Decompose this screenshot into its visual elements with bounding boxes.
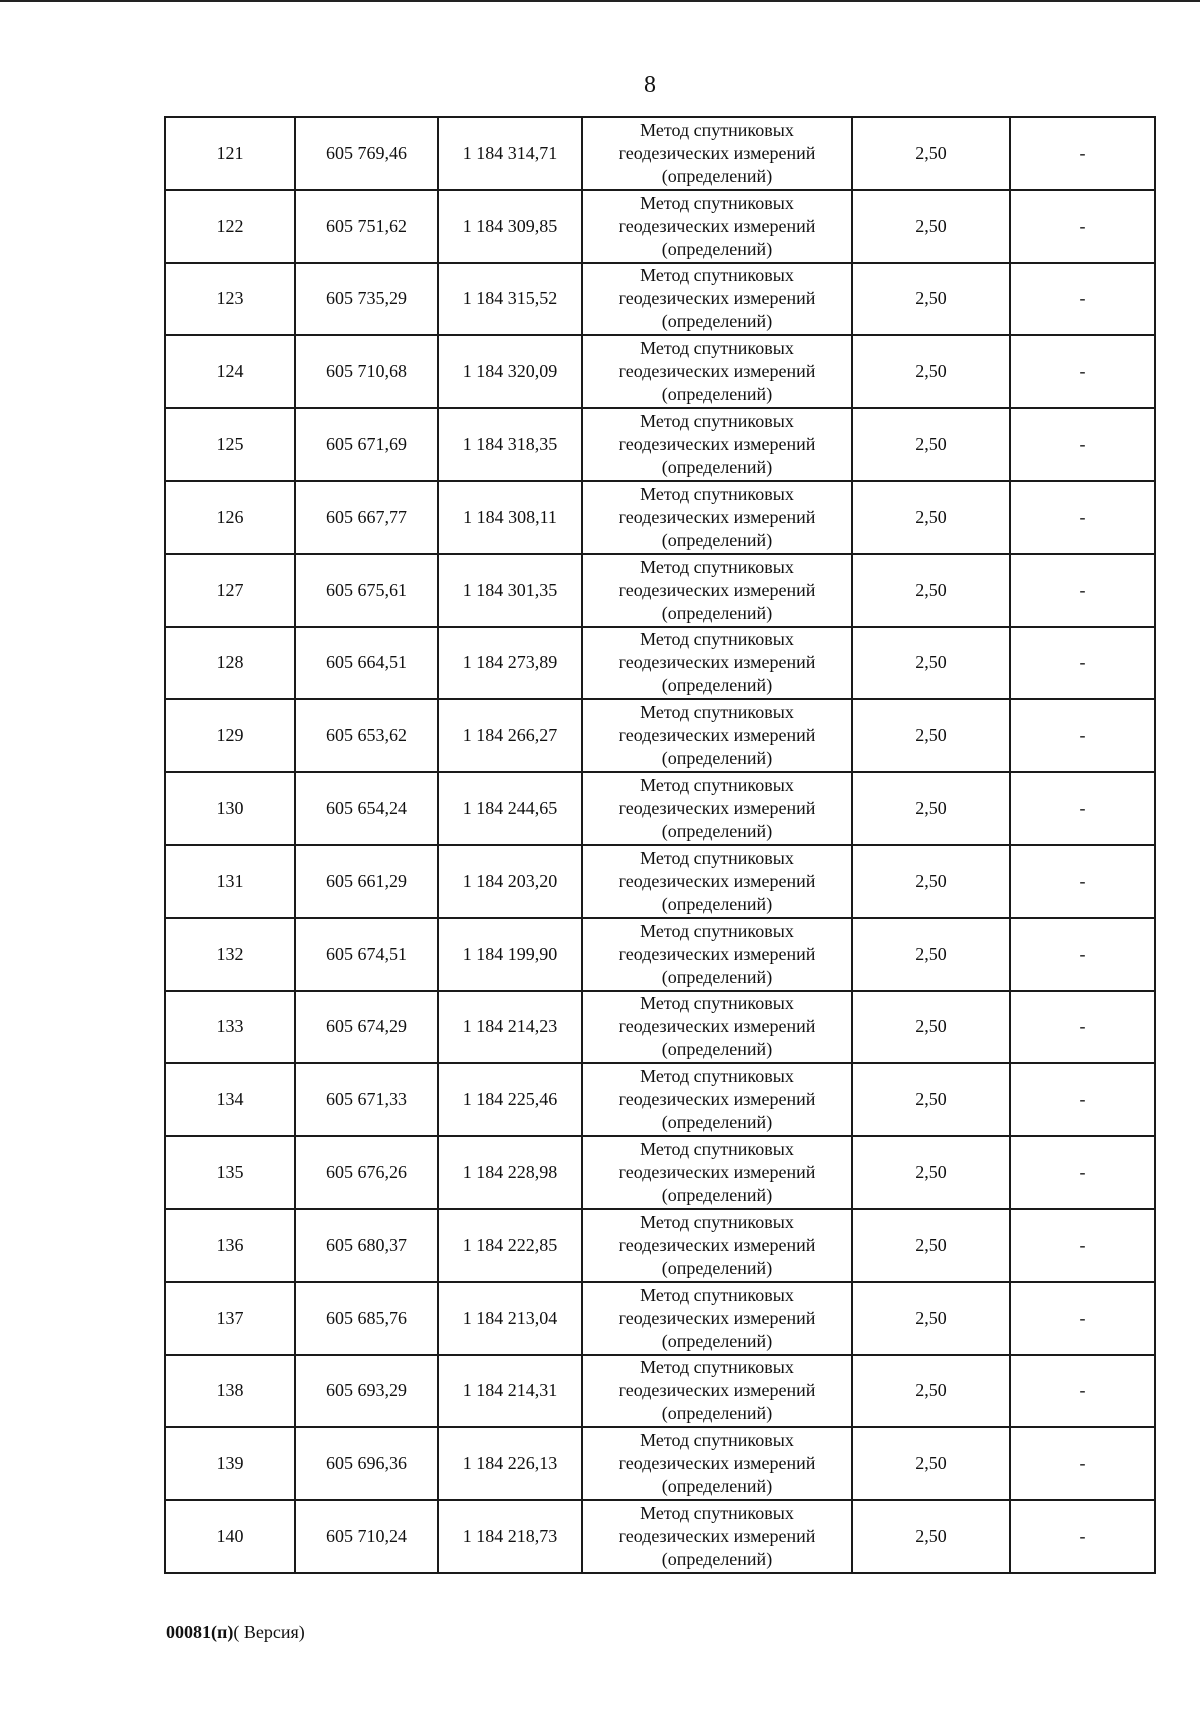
y-coordinate-cell: 1 184 315,52 <box>438 263 582 336</box>
note-cell: - <box>1010 335 1155 408</box>
method-cell <box>582 1063 852 1136</box>
method-cell <box>582 1427 852 1500</box>
table-row <box>165 991 1155 1064</box>
footer-note <box>166 1622 305 1643</box>
method-line: геодезических измерений <box>618 434 816 455</box>
coordinates-table <box>164 116 1156 1574</box>
method-line: геодезических измерений <box>618 1162 816 1183</box>
method-line: Метод спутниковых <box>640 1503 794 1524</box>
accuracy-cell: 2,50 <box>852 1355 1010 1428</box>
x-coordinate-cell: 605 710,68 <box>295 335 438 408</box>
accuracy-cell: 2,50 <box>852 335 1010 408</box>
method-line: (определений) <box>661 529 773 550</box>
note-cell: - <box>1010 554 1155 627</box>
x-coordinate-cell: 605 685,76 <box>295 1282 438 1355</box>
method-line: (определений) <box>661 1549 773 1570</box>
y-coordinate-cell: 1 184 214,31 <box>438 1355 582 1428</box>
x-coordinate-cell: 605 710,24 <box>295 1500 438 1573</box>
method-line: Метод спутниковых <box>640 993 794 1014</box>
accuracy-cell: 2,50 <box>852 627 1010 700</box>
method-line: (определений) <box>661 238 773 259</box>
method-line: геодезических измерений <box>618 1380 816 1401</box>
y-coordinate-cell: 1 184 301,35 <box>438 554 582 627</box>
point-number-cell: 128 <box>165 627 295 700</box>
accuracy-cell: 2,50 <box>852 918 1010 991</box>
table-row <box>165 1427 1155 1500</box>
point-number-cell: 133 <box>165 991 295 1064</box>
y-coordinate-cell: 1 184 314,71 <box>438 117 582 190</box>
x-coordinate-cell: 605 671,33 <box>295 1063 438 1136</box>
footer-code: 00081(п) <box>166 1622 234 1642</box>
note-cell: - <box>1010 699 1155 772</box>
method-line: Метод спутниковых <box>640 265 794 286</box>
top-rule <box>0 0 1200 2</box>
method-cell <box>582 1282 852 1355</box>
note-cell: - <box>1010 991 1155 1064</box>
method-cell <box>582 772 852 845</box>
y-coordinate-cell: 1 184 320,09 <box>438 335 582 408</box>
method-line: геодезических измерений <box>618 1526 816 1547</box>
y-coordinate-cell: 1 184 266,27 <box>438 699 582 772</box>
point-number-cell: 139 <box>165 1427 295 1500</box>
accuracy-cell: 2,50 <box>852 991 1010 1064</box>
method-line: геодезических измерений <box>618 1089 816 1110</box>
method-cell <box>582 117 852 190</box>
x-coordinate-cell: 605 671,69 <box>295 408 438 481</box>
method-line: Метод спутниковых <box>640 192 794 213</box>
method-line: Метод спутниковых <box>640 1357 794 1378</box>
table-row <box>165 481 1155 554</box>
y-coordinate-cell: 1 184 213,04 <box>438 1282 582 1355</box>
y-coordinate-cell: 1 184 222,85 <box>438 1209 582 1282</box>
accuracy-cell: 2,50 <box>852 699 1010 772</box>
method-line: (определений) <box>661 457 773 478</box>
accuracy-cell: 2,50 <box>852 263 1010 336</box>
point-number-cell: 137 <box>165 1282 295 1355</box>
x-coordinate-cell: 605 769,46 <box>295 117 438 190</box>
x-coordinate-cell: 605 653,62 <box>295 699 438 772</box>
x-coordinate-cell: 605 675,61 <box>295 554 438 627</box>
y-coordinate-cell: 1 184 199,90 <box>438 918 582 991</box>
method-line: геодезических измерений <box>618 652 816 673</box>
method-cell <box>582 190 852 263</box>
method-line: геодезических измерений <box>618 1453 816 1474</box>
method-line: Метод спутниковых <box>640 1211 794 1232</box>
method-line: Метод спутниковых <box>640 775 794 796</box>
method-line: (определений) <box>661 384 773 405</box>
table-row <box>165 1063 1155 1136</box>
method-line: (определений) <box>661 966 773 987</box>
note-cell: - <box>1010 1282 1155 1355</box>
table-row <box>165 554 1155 627</box>
x-coordinate-cell: 605 693,29 <box>295 1355 438 1428</box>
method-line: (определений) <box>661 1330 773 1351</box>
method-line: геодезических измерений <box>618 1307 816 1328</box>
accuracy-cell: 2,50 <box>852 1282 1010 1355</box>
point-number-cell: 123 <box>165 263 295 336</box>
method-line: (определений) <box>661 748 773 769</box>
point-number-cell: 124 <box>165 335 295 408</box>
note-cell: - <box>1010 408 1155 481</box>
note-cell: - <box>1010 1136 1155 1209</box>
method-cell <box>582 699 852 772</box>
method-line: Метод спутниковых <box>640 483 794 504</box>
point-number-cell: 125 <box>165 408 295 481</box>
method-line: геодезических измерений <box>618 288 816 309</box>
x-coordinate-cell: 605 667,77 <box>295 481 438 554</box>
note-cell: - <box>1010 1209 1155 1282</box>
method-line: (определений) <box>661 821 773 842</box>
method-line: Метод спутниковых <box>640 847 794 868</box>
accuracy-cell: 2,50 <box>852 117 1010 190</box>
y-coordinate-cell: 1 184 218,73 <box>438 1500 582 1573</box>
note-cell: - <box>1010 627 1155 700</box>
note-cell: - <box>1010 1063 1155 1136</box>
x-coordinate-cell: 605 680,37 <box>295 1209 438 1282</box>
method-line: Метод спутниковых <box>640 338 794 359</box>
y-coordinate-cell: 1 184 244,65 <box>438 772 582 845</box>
method-cell <box>582 1209 852 1282</box>
method-line: (определений) <box>661 1112 773 1133</box>
page-number: 8 <box>644 72 656 98</box>
point-number-cell: 140 <box>165 1500 295 1573</box>
accuracy-cell: 2,50 <box>852 772 1010 845</box>
table-row <box>165 335 1155 408</box>
x-coordinate-cell: 605 674,29 <box>295 991 438 1064</box>
method-cell <box>582 1500 852 1573</box>
table-row <box>165 1209 1155 1282</box>
method-line: Метод спутниковых <box>640 556 794 577</box>
point-number-cell: 126 <box>165 481 295 554</box>
method-cell <box>582 263 852 336</box>
point-number-cell: 121 <box>165 117 295 190</box>
accuracy-cell: 2,50 <box>852 190 1010 263</box>
method-cell <box>582 481 852 554</box>
method-line: Метод спутниковых <box>640 1066 794 1087</box>
method-line: (определений) <box>661 1476 773 1497</box>
method-cell <box>582 627 852 700</box>
method-line: (определений) <box>661 893 773 914</box>
method-line: геодезических измерений <box>618 798 816 819</box>
table-row <box>165 918 1155 991</box>
y-coordinate-cell: 1 184 318,35 <box>438 408 582 481</box>
x-coordinate-cell: 605 696,36 <box>295 1427 438 1500</box>
method-line: геодезических измерений <box>618 870 816 891</box>
note-cell: - <box>1010 117 1155 190</box>
point-number-cell: 122 <box>165 190 295 263</box>
note-cell: - <box>1010 772 1155 845</box>
table-row <box>165 408 1155 481</box>
method-line: геодезических измерений <box>618 943 816 964</box>
table-row <box>165 1355 1155 1428</box>
point-number-cell: 130 <box>165 772 295 845</box>
y-coordinate-cell: 1 184 228,98 <box>438 1136 582 1209</box>
method-cell <box>582 918 852 991</box>
method-line: геодезических измерений <box>618 725 816 746</box>
method-line: геодезических измерений <box>618 361 816 382</box>
table-row <box>165 263 1155 336</box>
note-cell: - <box>1010 918 1155 991</box>
accuracy-cell: 2,50 <box>852 1427 1010 1500</box>
footer-suffix: ( Версия) <box>233 1622 305 1642</box>
note-cell: - <box>1010 1500 1155 1573</box>
table-row <box>165 117 1155 190</box>
method-line: (определений) <box>661 675 773 696</box>
method-line: (определений) <box>661 165 773 186</box>
x-coordinate-cell: 605 664,51 <box>295 627 438 700</box>
y-coordinate-cell: 1 184 203,20 <box>438 845 582 918</box>
method-line: Метод спутниковых <box>640 629 794 650</box>
method-cell <box>582 845 852 918</box>
accuracy-cell: 2,50 <box>852 408 1010 481</box>
point-number-cell: 129 <box>165 699 295 772</box>
note-cell: - <box>1010 263 1155 336</box>
method-line: геодезических измерений <box>618 579 816 600</box>
accuracy-cell: 2,50 <box>852 1500 1010 1573</box>
point-number-cell: 127 <box>165 554 295 627</box>
method-line: Метод спутниковых <box>640 1284 794 1305</box>
accuracy-cell: 2,50 <box>852 845 1010 918</box>
table-row <box>165 1500 1155 1573</box>
table-row <box>165 699 1155 772</box>
table-row <box>165 1136 1155 1209</box>
accuracy-cell: 2,50 <box>852 481 1010 554</box>
method-line: (определений) <box>661 1039 773 1060</box>
note-cell: - <box>1010 190 1155 263</box>
y-coordinate-cell: 1 184 226,13 <box>438 1427 582 1500</box>
table-body <box>165 117 1155 1573</box>
method-line: Метод спутниковых <box>640 1430 794 1451</box>
y-coordinate-cell: 1 184 309,85 <box>438 190 582 263</box>
x-coordinate-cell: 605 751,62 <box>295 190 438 263</box>
method-line: геодезических измерений <box>618 142 816 163</box>
note-cell: - <box>1010 845 1155 918</box>
y-coordinate-cell: 1 184 308,11 <box>438 481 582 554</box>
y-coordinate-cell: 1 184 214,23 <box>438 991 582 1064</box>
method-cell <box>582 408 852 481</box>
method-line: геодезических измерений <box>618 1016 816 1037</box>
x-coordinate-cell: 605 676,26 <box>295 1136 438 1209</box>
point-number-cell: 138 <box>165 1355 295 1428</box>
x-coordinate-cell: 605 674,51 <box>295 918 438 991</box>
table-row <box>165 190 1155 263</box>
method-line: Метод спутниковых <box>640 1139 794 1160</box>
method-line: Метод спутниковых <box>640 411 794 432</box>
method-line: Метод спутниковых <box>640 702 794 723</box>
method-line: Метод спутниковых <box>640 920 794 941</box>
method-cell <box>582 1355 852 1428</box>
point-number-cell: 132 <box>165 918 295 991</box>
y-coordinate-cell: 1 184 225,46 <box>438 1063 582 1136</box>
method-line: (определений) <box>661 311 773 332</box>
method-line: (определений) <box>661 1403 773 1424</box>
table-row <box>165 1282 1155 1355</box>
point-number-cell: 136 <box>165 1209 295 1282</box>
table-row <box>165 627 1155 700</box>
accuracy-cell: 2,50 <box>852 554 1010 627</box>
method-line: (определений) <box>661 602 773 623</box>
table-row <box>165 845 1155 918</box>
method-line: геодезических измерений <box>618 1234 816 1255</box>
x-coordinate-cell: 605 735,29 <box>295 263 438 336</box>
accuracy-cell: 2,50 <box>852 1136 1010 1209</box>
method-line: Метод спутниковых <box>640 119 794 140</box>
note-cell: - <box>1010 1355 1155 1428</box>
method-cell <box>582 335 852 408</box>
method-line: геодезических измерений <box>618 215 816 236</box>
table-row <box>165 772 1155 845</box>
y-coordinate-cell: 1 184 273,89 <box>438 627 582 700</box>
point-number-cell: 135 <box>165 1136 295 1209</box>
note-cell: - <box>1010 1427 1155 1500</box>
method-line: геодезических измерений <box>618 506 816 527</box>
method-cell <box>582 991 852 1064</box>
note-cell: - <box>1010 481 1155 554</box>
method-line: (определений) <box>661 1185 773 1206</box>
method-cell <box>582 554 852 627</box>
point-number-cell: 134 <box>165 1063 295 1136</box>
method-cell <box>582 1136 852 1209</box>
point-number-cell: 131 <box>165 845 295 918</box>
method-line: (определений) <box>661 1257 773 1278</box>
x-coordinate-cell: 605 654,24 <box>295 772 438 845</box>
x-coordinate-cell: 605 661,29 <box>295 845 438 918</box>
accuracy-cell: 2,50 <box>852 1063 1010 1136</box>
accuracy-cell: 2,50 <box>852 1209 1010 1282</box>
